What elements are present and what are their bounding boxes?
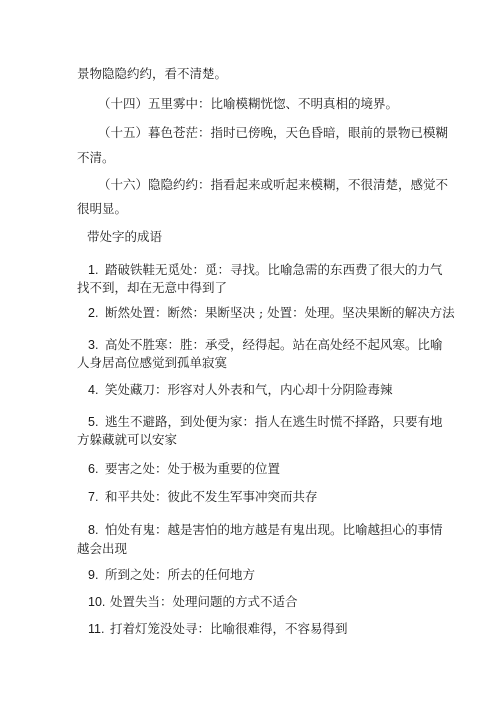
idiom-entry-14 — [98, 96, 398, 112]
item-text: 怕处有鬼：越是害怕的地方越是有鬼出现。比喻越担心的事情 — [105, 522, 443, 537]
item-text: 所到之处：所去的任何地方 — [105, 567, 256, 582]
item-number: 11. — [88, 622, 105, 636]
item-text: 踏破铁鞋无觅处：觅：寻找。比喻急需的东西费了很大的力气 — [105, 262, 443, 277]
idiom-item-8 — [88, 522, 443, 538]
item-number: 10. — [88, 595, 106, 609]
idiom-item-1 — [88, 262, 443, 278]
idiom-entry-16 — [98, 177, 448, 193]
item-number: 5. — [88, 415, 99, 429]
item-number: 9. — [88, 568, 99, 582]
intro-continuation: 景物隐隐约约，看不清楚。 — [77, 66, 228, 81]
item-number: 2. — [88, 306, 99, 320]
idiom-item-2 — [88, 305, 455, 321]
item-text: 断然处置：断然：果断坚决 ; 处置：处理。坚决果断的解决方法 — [105, 305, 455, 320]
item-text: 和平共处：彼此不发生军事冲突而共存 — [105, 489, 318, 504]
item-text: 笑处藏刀：形容对人外表和气，内心却十分阴险毒辣 — [105, 382, 393, 397]
idiom-entry-16-continuation: 很明显。 — [77, 201, 128, 216]
idiom-entry-15-continuation: 不清。 — [77, 150, 115, 165]
item-number: 1. — [88, 263, 99, 277]
idiom-number: （十六） — [98, 177, 149, 192]
item-text: 逃生不避路，到处便为家：指人在逃生时慌不择路，只要有地 — [105, 414, 443, 429]
idiom-entry-15 — [98, 125, 448, 141]
idiom-text: 五里雾中：比喻模糊恍惚、不明真相的境界。 — [148, 96, 399, 111]
idiom-text: 暮色苍茫：指时已傍晚，天色昏暗，眼前的景物已模糊 — [148, 125, 449, 140]
item-number: 4. — [88, 383, 99, 397]
idiom-number: （十五） — [98, 125, 149, 140]
idiom-item-11 — [88, 621, 348, 637]
item-text: 打着灯笼没处寻：比喻很难得，不容易得到 — [110, 621, 348, 636]
idiom-item-8-continuation: 越会出现 — [77, 541, 128, 556]
idiom-text: 隐隐约约：指看起来或听起来模糊，不很清楚，感觉不 — [148, 177, 449, 192]
idiom-item-10 — [88, 594, 298, 610]
item-text: 高处不胜寒：胜：承受，经得起。站在高处经不起风寒。比喻 — [105, 337, 443, 352]
idiom-item-5 — [88, 414, 443, 430]
item-number: 3. — [88, 338, 99, 352]
item-number: 7. — [88, 490, 99, 504]
idiom-item-4 — [88, 382, 393, 398]
idiom-number: （十四） — [98, 96, 149, 111]
idiom-item-9 — [88, 567, 255, 583]
item-number: 6. — [88, 462, 99, 476]
idiom-item-5-continuation: 方躲藏就可以安家 — [77, 432, 178, 447]
idiom-item-6 — [88, 461, 280, 477]
idiom-item-7 — [88, 489, 318, 505]
idiom-item-3 — [88, 337, 443, 353]
idiom-item-3-continuation: 人身居高位感觉到孤单寂寞 — [77, 355, 228, 370]
idiom-item-1-continuation: 找不到，却在无意中得到了 — [77, 280, 228, 295]
item-text: 处置失当：处理问题的方式不适合 — [110, 594, 298, 609]
item-text: 要害之处：处于极为重要的位置 — [105, 461, 281, 476]
section-title: 带处字的成语 — [87, 229, 163, 244]
item-number: 8. — [88, 523, 99, 537]
